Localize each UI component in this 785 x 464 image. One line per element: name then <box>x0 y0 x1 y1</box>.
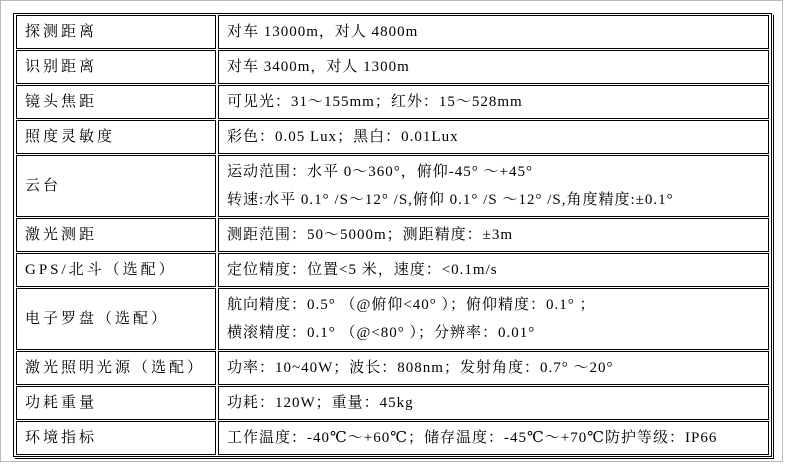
spec-value-line: 对车 13000m，对人 4800m <box>227 24 419 40</box>
spec-value-line: 航向精度：0.5° （@俯仰<40° ）；俯仰精度：0.1° ； <box>227 297 596 313</box>
spec-label-cell: 功耗重量 <box>16 386 216 420</box>
spec-value-line: 转速:水平 0.1° /S～12° /S,俯仰 0.1° /S ～12° /S,角度精度:±0.1° <box>227 192 674 208</box>
spec-value-line: 定位精度：位置<5 米，速度：<0.1m/s <box>227 262 498 278</box>
spec-value-cell <box>218 386 769 420</box>
table-row <box>16 218 769 252</box>
spec-label-cell: 电子罗盘（选配） <box>16 288 216 350</box>
spec-value-line: 可见光：31～155mm；红外：15～528mm <box>227 94 523 110</box>
table-row <box>16 351 769 385</box>
spec-label-cell: 识别距离 <box>16 50 216 84</box>
spec-value-cell <box>218 85 769 119</box>
table-row <box>16 155 769 217</box>
spec-label-cell: 云台 <box>16 155 216 217</box>
table-row <box>16 120 769 154</box>
spec-label-cell: GPS/北斗（选配） <box>16 253 216 287</box>
spec-label-cell: 探测距离 <box>16 15 216 49</box>
table-row <box>16 50 769 84</box>
spec-value-cell <box>218 155 769 217</box>
spec-value-cell <box>218 218 769 252</box>
spec-value-line: 运动范围：水平 0～360°，俯仰-45° ～+45° <box>227 164 533 180</box>
spec-value-line: 工作温度：-40℃～+60℃；储存温度：-45℃～+70℃防护等级：IP66 <box>227 430 718 446</box>
table-row <box>16 288 769 350</box>
table-row <box>16 386 769 420</box>
spec-value-cell <box>218 421 769 455</box>
spec-value-cell <box>218 120 769 154</box>
spec-value-line: 彩色：0.05 Lux；黑白：0.01Lux <box>227 129 459 145</box>
spec-label-cell: 照度灵敏度 <box>16 120 216 154</box>
spec-value-cell <box>218 351 769 385</box>
spec-value-line: 对车 3400m，对人 1300m <box>227 59 410 75</box>
spec-value-cell <box>218 50 769 84</box>
spec-value-line: 测距范围：50～5000m；测距精度：±3m <box>227 227 514 243</box>
spec-label-cell: 激光测距 <box>16 218 216 252</box>
spec-value-line: 功耗：120W；重量：45kg <box>227 395 414 411</box>
spec-label-cell: 激光照明光源（选配） <box>16 351 216 385</box>
spec-value-cell <box>218 15 769 49</box>
spec-table-frame <box>13 13 772 457</box>
table-row <box>16 15 769 49</box>
spec-label-cell: 镜头焦距 <box>16 85 216 119</box>
spec-value-line: 横滚精度：0.1° （@<80° ）；分辨率：0.01° <box>227 325 536 341</box>
spec-label-cell: 环境指标 <box>16 421 216 455</box>
spec-value-cell <box>218 253 769 287</box>
table-row <box>16 85 769 119</box>
spec-table <box>14 14 771 456</box>
spec-table-body <box>16 15 769 455</box>
table-row <box>16 421 769 455</box>
spec-value-line: 功率：10~40W；波长：808nm；发射角度：0.7° ～20° <box>227 360 614 376</box>
table-row <box>16 253 769 287</box>
spec-value-cell <box>218 288 769 350</box>
